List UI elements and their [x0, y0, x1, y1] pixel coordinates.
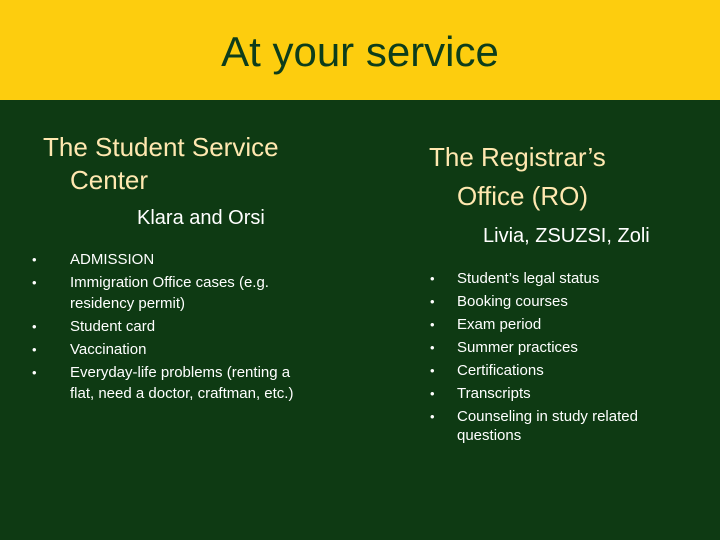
bullet-icon: •	[32, 365, 37, 380]
list-item-text: Vaccination	[70, 341, 147, 358]
list-item-text: Booking courses	[457, 293, 568, 310]
list-item-text: Transcripts	[457, 385, 531, 402]
list-item-text: Student card	[70, 318, 156, 335]
list-item-text: Exam period	[457, 316, 542, 333]
bullet-icon: •	[430, 271, 435, 286]
right-heading-line1: The Registrar’s	[429, 142, 606, 172]
list-item	[430, 382, 690, 405]
list-item-text: Student’s legal status	[457, 270, 600, 287]
left-bullet-list	[32, 249, 332, 404]
left-heading-line2: Center	[70, 165, 149, 195]
bullet-icon: •	[430, 294, 435, 309]
bullet-icon: •	[430, 317, 435, 332]
bullet-icon: •	[430, 340, 435, 355]
bullet-icon: •	[32, 342, 37, 357]
list-item	[430, 336, 690, 359]
slide-title: At your service	[221, 28, 499, 75]
list-item	[32, 249, 332, 270]
list-item	[430, 290, 690, 313]
right-heading-line2: Office (RO)	[457, 181, 588, 211]
bullet-icon: •	[430, 386, 435, 401]
list-item	[32, 316, 332, 337]
list-item-text: Counseling in study related questions	[457, 408, 638, 444]
list-item	[430, 313, 690, 336]
list-item	[430, 359, 690, 382]
list-item	[32, 362, 332, 404]
bullet-icon: •	[430, 363, 435, 378]
list-item	[32, 339, 332, 360]
list-item-text: ADMISSION	[70, 251, 155, 268]
bullet-icon: •	[32, 275, 37, 290]
left-heading-line1: The Student Service	[43, 132, 279, 162]
right-subheading: Livia, ZSUZSI, Zoli	[483, 225, 650, 247]
list-item-text: Certifications	[457, 362, 544, 379]
list-item-text: Summer practices	[457, 339, 578, 356]
bullet-icon: •	[32, 319, 37, 334]
list-item-text: Everyday-life problems (renting a flat, need a doctor, craftman, etc.)	[70, 364, 294, 402]
list-item	[32, 272, 332, 314]
list-item-text: Immigration Office cases (e.g. residency permit)	[70, 274, 269, 312]
bullet-icon: •	[430, 409, 435, 424]
bullet-icon: •	[32, 252, 37, 267]
right-bullet-list	[430, 267, 690, 445]
list-item	[430, 267, 690, 290]
left-subheading: Klara and Orsi	[137, 207, 265, 229]
list-item	[430, 405, 690, 445]
